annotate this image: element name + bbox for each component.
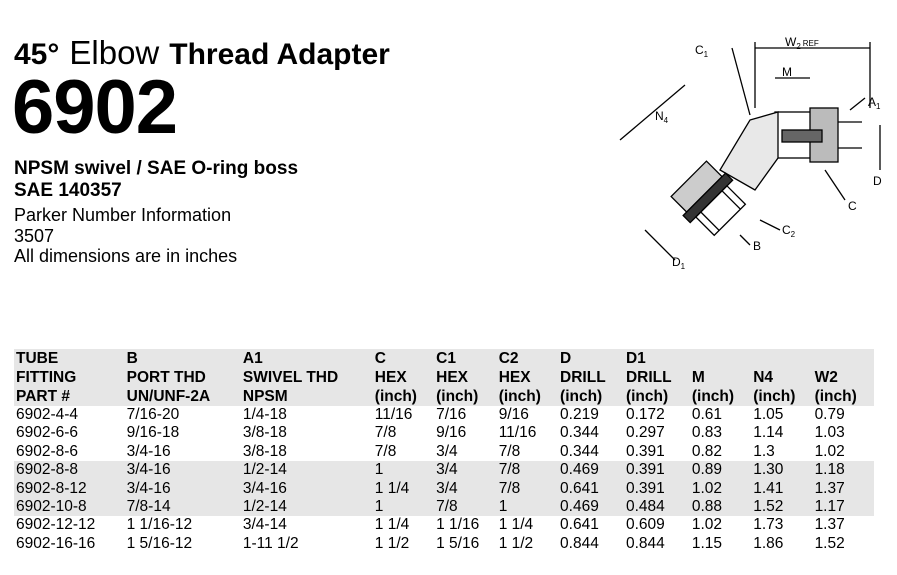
table-cell: 0.344 xyxy=(560,442,599,460)
table-cell: 0.88 xyxy=(690,498,751,516)
table-row xyxy=(14,406,874,424)
table-cell: 3/4 xyxy=(434,480,497,498)
table-cell: 3/4-16 xyxy=(241,480,373,498)
column-header-line: D1 xyxy=(625,350,646,367)
table-cell: 0.82 xyxy=(691,442,723,460)
column-header xyxy=(690,349,751,406)
column-header-line: DRILL xyxy=(560,369,606,386)
column-header-line: M xyxy=(691,369,705,386)
table-cell: 1 5/16-12 xyxy=(126,534,193,552)
table-cell: 6902-8-12 xyxy=(14,480,125,498)
table-cell: 1 xyxy=(497,498,558,516)
column-header xyxy=(624,349,690,406)
column-header-line: TUBE xyxy=(16,350,59,367)
column-header-line: (inch) xyxy=(753,388,796,405)
table-cell: 9/16 xyxy=(498,406,529,423)
table-row xyxy=(14,516,874,534)
subtitle-swivel: NPSM swivel / SAE O-ring boss xyxy=(14,158,299,179)
table-cell: 6902-6-6 xyxy=(16,424,79,442)
table-cell: 1 5/16 xyxy=(436,534,480,552)
title-thread-adapter: Thread Adapter xyxy=(169,38,390,71)
table-cell: 1.73 xyxy=(753,516,784,534)
column-header-line xyxy=(815,349,872,368)
table-cell: 3/4-14 xyxy=(242,516,287,534)
table-cell: 11/16 xyxy=(498,424,537,442)
table-cell: 0.297 xyxy=(625,424,665,442)
table-cell: 1/2-14 xyxy=(241,461,373,479)
column-header-line: D xyxy=(560,350,572,367)
column-header-line xyxy=(753,349,810,368)
column-header-line: (inch) xyxy=(625,388,669,405)
table-cell: 1 1/4 xyxy=(373,480,434,498)
table-cell: 7/8 xyxy=(497,480,558,498)
subtitle-sae: SAE 140357 xyxy=(14,180,122,201)
table-cell: 0.391 xyxy=(625,442,665,460)
table-cell: 1.14 xyxy=(753,424,784,442)
column-header-line: FITTING xyxy=(16,369,77,386)
column-header xyxy=(241,349,373,406)
table-cell: 3/4 xyxy=(434,461,497,479)
column-header xyxy=(373,349,434,406)
column-header xyxy=(813,349,874,406)
table-cell: 7/8 xyxy=(374,424,397,442)
table-cell: 1.03 xyxy=(814,424,845,442)
table-cell: 1/4-18 xyxy=(242,406,287,423)
table-cell: 1.18 xyxy=(813,461,874,479)
column-header xyxy=(558,349,624,406)
table-row xyxy=(14,498,874,516)
column-header-line: HEX xyxy=(436,369,468,386)
column-header-line: HEX xyxy=(374,369,407,386)
table-cell: 7/8 xyxy=(374,442,397,460)
info-units: All dimensions are in inches xyxy=(14,246,238,266)
table-cell: 0.89 xyxy=(690,461,751,479)
table-cell: 0.79 xyxy=(814,406,845,423)
table-cell: 7/16-20 xyxy=(126,406,180,423)
column-header-line: N4 xyxy=(753,369,774,386)
table-cell: 1 1/2 xyxy=(374,534,410,552)
table-cell: 1.02 xyxy=(691,516,723,534)
table-cell: 6902-8-6 xyxy=(16,442,79,460)
table-cell: 0.83 xyxy=(691,424,723,442)
table-cell: 1.52 xyxy=(751,498,812,516)
column-header-line: HEX xyxy=(498,369,531,386)
table-header xyxy=(14,349,874,406)
table-cell: 1.37 xyxy=(814,516,845,534)
column-header-line: (inch) xyxy=(436,388,479,405)
table-cell: 3/4 xyxy=(436,442,458,460)
table-cell: 1.30 xyxy=(751,461,812,479)
table-cell: 0.469 xyxy=(558,461,624,479)
table-cell: 7/8 xyxy=(434,498,497,516)
table-cell: 0.391 xyxy=(624,461,690,479)
table-cell: 0.844 xyxy=(625,534,665,552)
label-a1: $A_1$ xyxy=(868,95,881,111)
table-cell: 1 1/16 xyxy=(436,516,480,534)
column-header-line: B xyxy=(126,350,138,367)
fitting-diagram xyxy=(600,30,895,280)
table-cell: 0.61 xyxy=(691,406,723,423)
info-number: 3507 xyxy=(14,226,55,246)
table-cell: 1.02 xyxy=(690,480,751,498)
table-cell: 1 xyxy=(373,498,434,516)
table-row xyxy=(14,424,874,442)
column-header-line: W2 xyxy=(814,369,838,386)
column-header-line: C xyxy=(374,350,386,367)
column-header-line: A1 xyxy=(242,350,263,367)
info-parker: Parker Number Information xyxy=(14,205,232,225)
label-b: B xyxy=(753,239,762,253)
column-header-line xyxy=(692,349,749,368)
table-cell: 1 1/16-12 xyxy=(126,516,193,534)
table-cell: 1-11 1/2 xyxy=(242,534,299,552)
table-cell: 0.641 xyxy=(558,480,624,498)
table-cell: 1 1/2 xyxy=(498,534,534,552)
table-cell: 0.344 xyxy=(560,424,599,442)
table-cell: 1.86 xyxy=(753,534,784,552)
table-row xyxy=(14,461,874,479)
table-cell: 1.15 xyxy=(691,534,723,552)
table-cell: 6902-4-4 xyxy=(16,406,79,423)
table-cell: 9/16-18 xyxy=(126,424,180,442)
table-cell: 6902-8-8 xyxy=(14,461,125,479)
column-header xyxy=(751,349,812,406)
column-header-line: DRILL xyxy=(625,369,672,386)
column-header-line: C2 xyxy=(498,350,519,367)
table-row xyxy=(14,443,874,461)
label-n4: $N_4$ xyxy=(655,109,669,125)
table-cell: 7/8 xyxy=(498,442,521,460)
table-cell: 0.219 xyxy=(560,406,599,423)
title-degree: 45° xyxy=(14,38,60,71)
column-header xyxy=(434,349,497,406)
column-header-line: PART # xyxy=(16,388,70,405)
table-cell: 1.02 xyxy=(814,442,845,460)
table-cell: 7/16 xyxy=(436,406,467,423)
table-cell: 11/16 xyxy=(374,406,413,423)
part-number: 6902 xyxy=(12,65,178,150)
label-c: C xyxy=(848,199,857,213)
column-header-line: (inch) xyxy=(374,388,417,405)
label-w2: $W_2$ $^{REF}$ xyxy=(785,35,819,51)
table-row xyxy=(14,480,874,498)
table-cell: 3/8-18 xyxy=(242,424,287,442)
table-cell: 6902-12-12 xyxy=(16,516,96,534)
column-header-line: SWIVEL THD xyxy=(242,369,339,386)
table-cell: 6902-10-8 xyxy=(14,498,125,516)
table-cell: 0.641 xyxy=(560,516,599,534)
column-header-line: (inch) xyxy=(560,388,603,405)
column-header-line: NPSM xyxy=(242,388,288,405)
table-cell: 3/4-16 xyxy=(125,461,241,479)
label-d1: $D_1$ xyxy=(672,255,686,271)
table-cell: 0.844 xyxy=(560,534,599,552)
table-cell: 1 1/4 xyxy=(498,516,534,534)
column-header-line: (inch) xyxy=(691,388,735,405)
table-cell: 1.05 xyxy=(753,406,784,423)
table-cell: 1 1/4 xyxy=(374,516,410,534)
table-cell: 7/8-14 xyxy=(125,498,241,516)
label-m: M xyxy=(782,65,792,79)
table-cell: 0.609 xyxy=(625,516,665,534)
column-header-line: C1 xyxy=(436,350,456,367)
dimensions-table xyxy=(14,349,874,553)
table-cell: 1.41 xyxy=(751,480,812,498)
table-cell: 1/2-14 xyxy=(241,498,373,516)
column-header xyxy=(497,349,558,406)
table-cell: 1.52 xyxy=(814,534,845,552)
table-cell: 1.37 xyxy=(813,480,874,498)
label-c1: $C_1$ xyxy=(695,43,709,59)
table-cell: 0.391 xyxy=(624,480,690,498)
table-cell: 9/16 xyxy=(436,424,467,442)
table-cell: 0.484 xyxy=(624,498,690,516)
table-cell: 7/8 xyxy=(497,461,558,479)
table-cell: 1 xyxy=(373,461,434,479)
column-header xyxy=(14,349,125,406)
label-d: D xyxy=(873,174,882,188)
column-header-line: (inch) xyxy=(498,388,541,405)
table-body xyxy=(14,406,874,553)
column-header xyxy=(125,349,241,406)
table-cell: 6902-16-16 xyxy=(16,534,96,552)
column-header-line: PORT THD xyxy=(126,369,206,386)
table-cell: 3/8-18 xyxy=(242,442,287,460)
table-cell: 1.3 xyxy=(753,442,775,460)
table-cell: 3/4-16 xyxy=(126,442,171,460)
table-row xyxy=(14,535,874,553)
title-elbow: Elbow xyxy=(69,34,160,71)
column-header-line: UN/UNF-2A xyxy=(126,388,211,405)
label-c2: $C_2$ xyxy=(782,223,796,239)
table-cell: 0.469 xyxy=(558,498,624,516)
table-cell: 1.17 xyxy=(813,498,874,516)
column-header-line: (inch) xyxy=(814,388,857,405)
table-cell: 0.172 xyxy=(625,406,665,423)
fitting-drawing xyxy=(620,42,880,260)
table-cell: 3/4-16 xyxy=(125,480,241,498)
